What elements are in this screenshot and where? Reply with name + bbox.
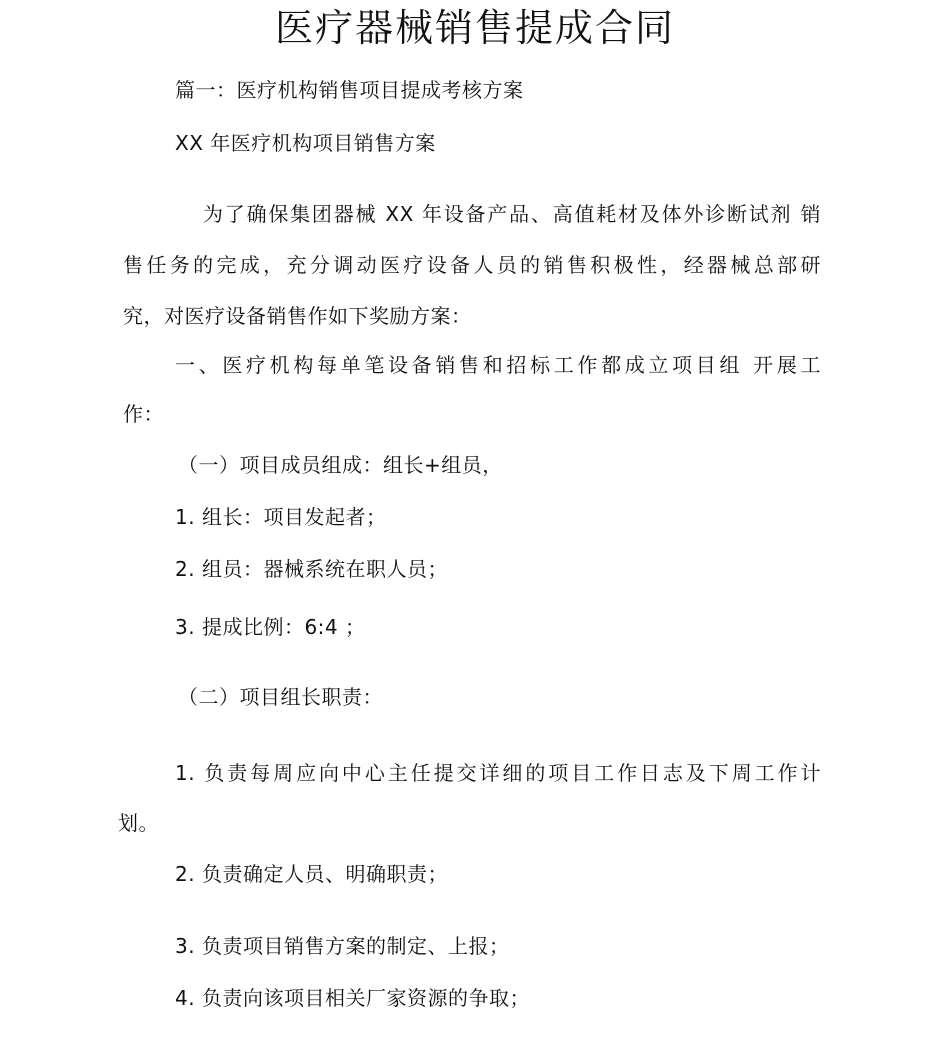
part-2-item-1-line-2: 划。 [118,811,159,835]
section-1-line-2: 作： [123,402,164,426]
intro-line-2: 售任务的完成，充分调动医疗设备人员的销售积极性，经器械总部研 [123,253,821,277]
part-2-item-1-line-1: 1. 负责每周应向中心主任提交详细的项目工作日志及下周工作计 [175,761,821,785]
part-2-heading: （二）项目组长职责： [178,685,383,709]
part-1-heading: （一）项目成员组成：组长+组员， [178,453,503,477]
part-1-item-3: 3. 提成比例：6:4 ； [175,615,366,639]
intro-line-1: 为了确保集团器械 XX 年设备产品、高值耗材及体外诊断试剂 销 [203,202,821,226]
part-1-item-1: 1. 组长：项目发起者； [175,505,387,529]
part-2-item-3: 3. 负责项目销售方案的制定、上报； [175,934,510,958]
part-2-item-4: 4. 负责向该项目相关厂家资源的争取； [175,986,530,1010]
subtitle: 篇一：医疗机构销售项目提成考核方案 [175,78,524,102]
document-title: 医疗器械销售提成合同 [274,6,675,50]
section-1-line-1: 一、医疗机构每单笔设备销售和招标工作都成立项目组 开展工 [175,353,821,377]
part-1-item-2: 2. 组员：器械系统在职人员； [175,557,448,581]
intro-line-3: 究，对医疗设备销售作如下奖励方案： [123,304,472,328]
part-2-item-2: 2. 负责确定人员、明确职责； [175,862,448,886]
plan-heading: XX 年医疗机构项目销售方案 [175,131,436,155]
